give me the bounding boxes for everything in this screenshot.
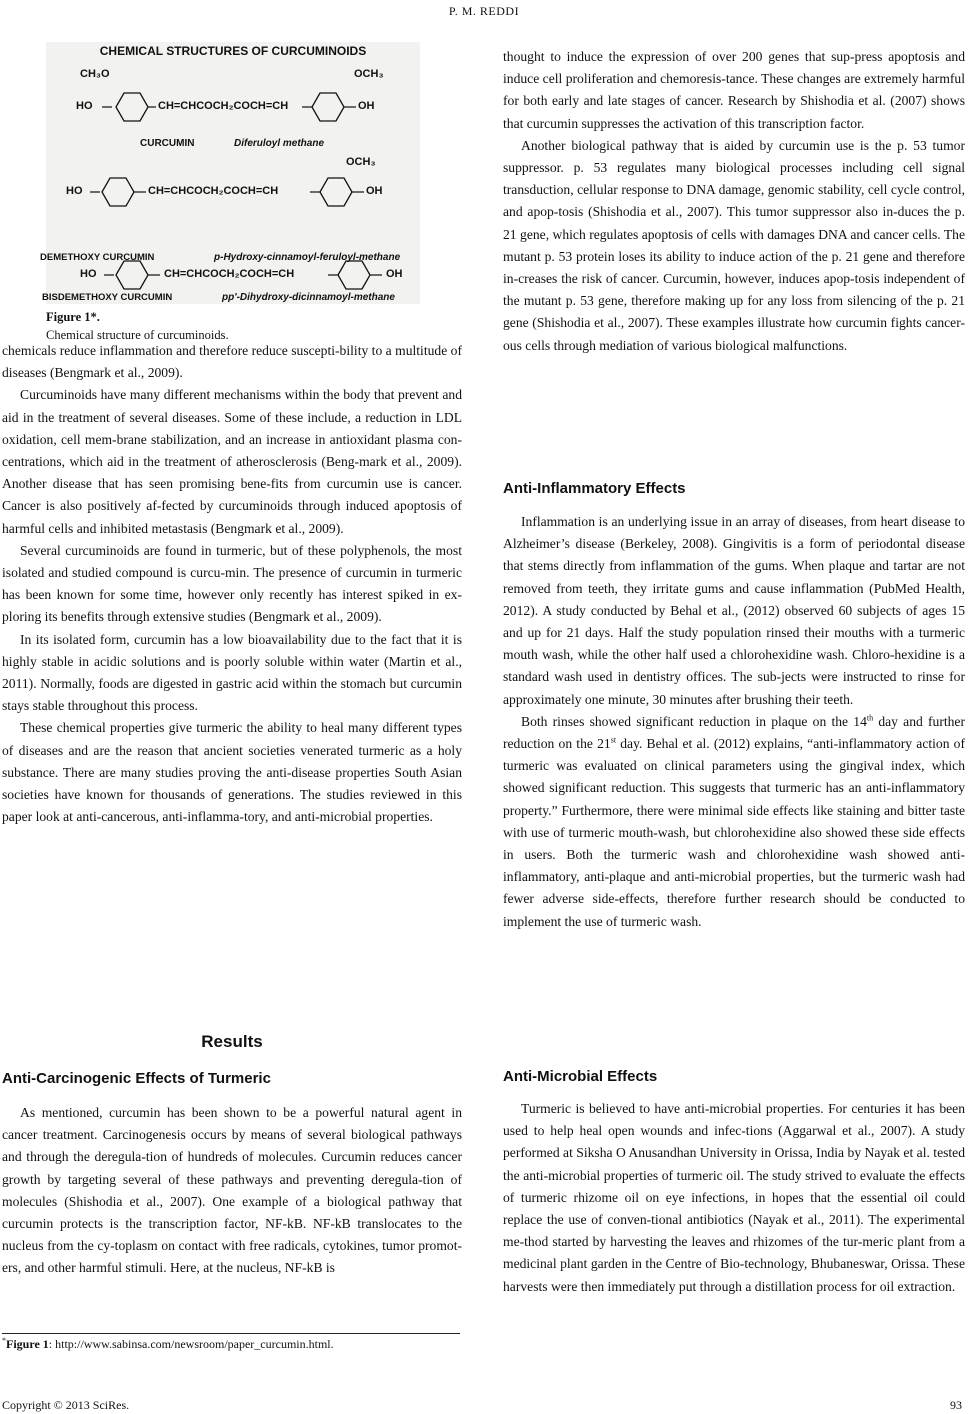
right-column <box>503 46 965 357</box>
paragraph-text: day. Behal et al. (2012) explains, “anti-inflammatory action of turmeric was evaluated on clinical parameters using the gingival index, which showed significant reduction. This suggests that turmeric has an anti-inflammatory property.” Furthermore, there were minimal side effects like staining and bitter taste with use of turmeric mouth-wash, but chlorohexidine also showed these side effects in users. Both the turmeric wash and chlorohexidine wash showed anti-inflammatory, anti-plaque and anti-microbial properties, but the turmeric wash had fewer adverse side-effects, therefore further research should be conducted to implement the use of turmeric wash. <box>503 736 966 929</box>
curcumin-och3-right: OCH₃ <box>354 68 384 80</box>
body-paragraph <box>503 711 965 933</box>
page-number: 93 <box>950 1398 962 1412</box>
body-paragraph: These chemical properties give turmeric the ability to heal many different types of diseases and are the reason that ancient societies venerated turmeric as a holy substance. There are many studies proving the anti-disease properties South Asian societies have known for thousands of generations. The studies reviewed in this paper look at anti-cancerous, anti-inflamma-tory, and anti-microbial properties. <box>2 720 462 825</box>
curcumin-chain: CH=CHCOCH₂COCH=CH <box>158 100 289 112</box>
footnote-url: : http://www.sabinsa.com/newsroom/paper_curcumin.html. <box>48 1337 334 1351</box>
demethoxy-name: DEMETHOXY CURCUMIN <box>40 252 155 263</box>
body-paragraph: Turmeric is believed to have anti-microbial properties. For centuries it has been used to help heal open wounds and infec-tions (Aggarwal et al., 2007). A study performed at Siksha O Anusandhan University in Orissa, India by Nayak et al. tested the anti-microbial properties of turmeric oil. The study strived to evaluate the effects of turmeric rhizome oil on eye infections, in hopes that the essential oil could replace the use of conven-tional antibiotics (Nayak et al., 2011). The experimental me-thod started by harvesting the leaves and rhizomes of the tur-meric plant from a medicinal plant garden in the Centre of Bio-technology, Bhubaneswar, Orissa. These harvests were then immediately put through a distillation process for oil extraction. <box>503 1101 965 1294</box>
benzene-ring-icon <box>90 171 146 215</box>
left-column-carcinogenic <box>2 1102 462 1280</box>
chemical-structures-image <box>40 42 420 304</box>
figure-title: CHEMICAL STRUCTURES OF CURCUMINOIDS <box>99 44 367 58</box>
figure-1 <box>40 42 420 342</box>
right-column-microbial <box>503 1098 965 1298</box>
footnote-divider <box>2 1333 460 1334</box>
anti-inflammatory-heading: Anti-Inflammatory Effects <box>503 480 686 497</box>
bisdemethoxy-chain: CH=CHCOCH₂COCH=CH <box>164 268 295 280</box>
left-column <box>2 340 462 828</box>
curcumin-oh: OH <box>358 100 375 112</box>
superscript: st <box>610 735 617 745</box>
bisdemethoxy-oh: OH <box>386 268 403 280</box>
demethoxy-och3: OCH₃ <box>346 156 376 168</box>
curcumin-ho: HO <box>76 100 93 112</box>
results-heading: Results <box>201 1032 263 1051</box>
copyright: Copyright © 2013 SciRes. <box>2 1398 130 1412</box>
body-paragraph: chemicals reduce inflammation and therefore reduce suscepti-bility to a multitude of diseases (Bengmark et al., 2009). <box>2 343 462 381</box>
footnote-label: Figure 1 <box>6 1337 49 1351</box>
footnote <box>2 1337 334 1352</box>
body-paragraph: thought to induce the expression of over 200 genes that sup-press apoptosis and induce cell proliferation and chemoresis-tance. These changes are extremely harmful for both early and late stages of cancer. Research by Shishodia et al. (2007) shows that curcumin suppresses the activation of this transcription factor. <box>503 49 965 131</box>
body-paragraph: Several curcuminoids are found in turmeric, but of these polyphenols, the most isolated and studied compound is curcu-min. The presence of curcumin in turmeric has been known for some time, however only recently has interest spiked in ex-ploring its benefits through extensive studies (Bengmark et al., 2009). <box>2 542 462 625</box>
figure-caption: Chemical structure of curcuminoids. <box>46 328 229 342</box>
paragraph-text: day and further reduction on the 21 <box>503 713 965 752</box>
paragraph-text: Both rinses showed significant reduction in plaque on the 14 <box>521 713 867 729</box>
curcumin-name: CURCUMIN <box>140 138 195 149</box>
body-paragraph: Inflammation is an underlying issue in an array of diseases, from heart disease to Alzheimer’s disease (Berkeley, 2008). Gingivitis is a form of periodontal disease that stems directly from inflammation of the gums. When plaque and tartar are not removed from teeth, they irritate gums and cause inflammation (PubMed Health, 2012). A study conducted by Behal et al., (2012) observed 60 subjects of ages 15 and up for 21 days. Half the study population rinsed their mouths with a turmeric mouth wash, while the other half used a chlorohexidine wash. Chloro-hexidine is a standard wash used in dentistry offices. The sub-jects were instructed to rinse for approximately one minute, 30 minutes after brushing their teeth. <box>503 514 965 707</box>
benzene-ring-icon <box>102 86 156 130</box>
footnote-marker: * <box>2 1336 6 1345</box>
right-column-inflammatory <box>503 511 965 933</box>
anti-carcinogenic-heading: Anti-Carcinogenic Effects of Turmeric <box>2 1070 271 1087</box>
demethoxy-ho: HO <box>66 185 83 197</box>
benzene-ring-icon <box>310 171 366 215</box>
figure-label: Figure 1*. <box>46 310 100 324</box>
demethoxy-oh: OH <box>366 185 383 197</box>
curcumin-och3-left: CH₃O <box>80 68 110 80</box>
anti-microbial-heading: Anti-Microbial Effects <box>503 1068 658 1085</box>
demethoxy-alt-name: p-Hydroxy-cinnamoyl-feruloyl-methane <box>214 252 401 263</box>
bisdemethoxy-alt-name: pp'-Dihydroxy-dicinnamoyl-methane <box>222 292 395 303</box>
running-head: P. M. REDDI <box>448 4 520 18</box>
demethoxy-chain: CH=CHCOCH₂COCH=CH <box>148 185 279 197</box>
body-paragraph: As mentioned, curcumin has been shown to be a powerful natural agent in cancer treatment. Carcinogenesis occurs by means of several biological pathways and through the deregula-tion of hundreds of molecules. Curcumin reduces cancer growth by targeting several of these pathways and preventing deregula-tion of molecules (Shishodia et al., 2007). One example of a biological pathway that curcumin protects is the transcription factor, NF-kB. NF-kB translocates to the nucleus from the cy-toplasm on contact with free radicals, cytokines, tumor promot-ers, and other harmful stimuli. Here, at the nucleus, NF-kB is <box>2 1105 462 1276</box>
body-paragraph: Curcuminoids have many different mechanisms within the body that prevent and aid in the treatment of several diseases. Some of these include, a reduction in LDL oxidation, cell mem-brane stabilization, and an increase in antioxidant plasma con-centrations, which aid in the treatment of atherosclerosis (Beng-mark et al., 2009). Another disease that has seen promising bene-fits from curcumin use is cancer. Cancer is also positively af-fected by curcuminoids through induced apoptosis of harmful cells and inhibited metastasis (Bengmark et al., 2009). <box>2 387 462 536</box>
superscript: th <box>866 713 874 723</box>
bisdemethoxy-ho: HO <box>80 268 97 280</box>
benzene-ring-icon <box>302 86 358 130</box>
body-paragraph: In its isolated form, curcumin has a low bioavailability due to the fact that it is highly stable in acidic solutions and is poorly soluble within water (Martin et al., 2011). Normally, foods are digested in gastric acid within the stomach but curcumin stays stable throughout this process. <box>2 631 462 714</box>
body-paragraph: Another biological pathway that is aided by curcumin use is the p. 53 tumor suppressor. p. 53 regulates many biological processes including cell signal transduction, cellular response to DNA damage, genomic stability, cell cycle control, and apop-tosis (Shishodia et al., 2007). This tumor suppressor also in-duces the p. 21 gene, which regulates apoptosis of cells with damages DNA and cancer cells. The mutant p. 53 protein loses its ability to induce action of the p. 21 gene and therefore in-creases the risk of cancer. Curcumin, however, induces apop-tosis independent of the mutant p. 53 gene, therefore making up for any loss from silencing of the p. 21 gene (Shishodia et al., 2007). These examples illustrate how curcumin fights cancer-ous cells through mediation of various biological malfunctions. <box>503 137 965 353</box>
bisdemethoxy-name: BISDEMETHOXY CURCUMIN <box>42 292 173 303</box>
curcumin-alt-name: Diferuloyl methane <box>234 138 325 149</box>
